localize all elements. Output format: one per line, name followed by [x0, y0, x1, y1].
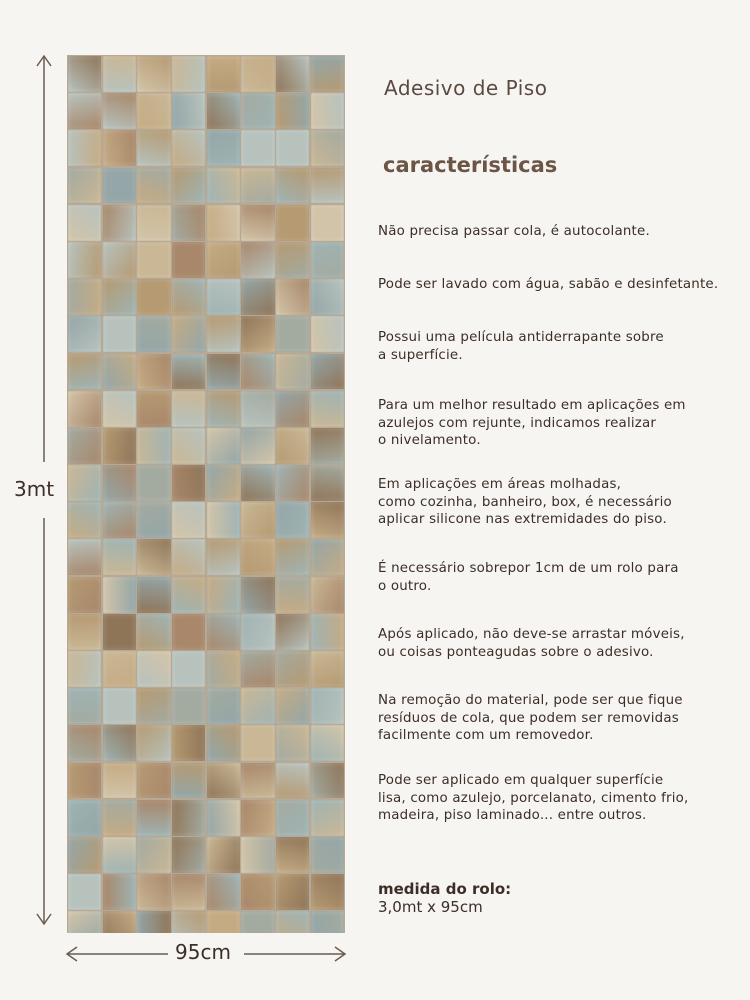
tile	[137, 205, 170, 241]
tile	[172, 874, 205, 910]
tile	[172, 316, 205, 352]
product-title: Adesivo de Piso	[384, 76, 548, 100]
tile	[276, 56, 309, 92]
tile	[68, 539, 101, 575]
tile	[68, 502, 101, 538]
tile	[241, 56, 274, 92]
tile	[276, 763, 309, 799]
feature-item: Após aplicado, não deve-se arrastar móveis, ou coisas ponteagudas sobre o adesivo.	[378, 627, 685, 660]
tile	[207, 725, 240, 761]
tile	[137, 651, 170, 687]
tile	[137, 539, 170, 575]
tile	[241, 242, 274, 278]
tile	[207, 316, 240, 352]
tile	[311, 354, 344, 390]
width-arrow-right-icon	[335, 947, 345, 961]
tile	[241, 614, 274, 650]
tile	[137, 242, 170, 278]
width-arrow-left-icon	[67, 947, 77, 961]
tile	[241, 837, 274, 873]
feature-item: Pode ser lavado com água, sabão e desinfetante.	[378, 277, 719, 292]
tile	[103, 205, 136, 241]
tile	[172, 130, 205, 166]
tile	[137, 279, 170, 315]
tile	[137, 465, 170, 501]
tile	[207, 614, 240, 650]
feature-item: Não precisa passar cola, é autocolante.	[378, 224, 650, 239]
tile	[311, 168, 344, 204]
tile	[68, 874, 101, 910]
tile	[68, 428, 101, 464]
tile	[137, 354, 170, 390]
tile	[241, 539, 274, 575]
tile	[68, 56, 101, 92]
tile	[172, 614, 205, 650]
tile	[241, 502, 274, 538]
tile	[311, 93, 344, 129]
tile	[241, 391, 274, 427]
tile	[103, 56, 136, 92]
tile	[276, 465, 309, 501]
tile	[207, 837, 240, 873]
tile	[207, 465, 240, 501]
tile	[311, 837, 344, 873]
height-arrow-up-icon	[37, 56, 51, 66]
tile	[103, 539, 136, 575]
roll-size-label: medida do rolo:	[378, 880, 512, 898]
tile	[241, 911, 274, 933]
tile	[311, 800, 344, 836]
tile	[207, 130, 240, 166]
tile	[103, 577, 136, 613]
tile	[241, 316, 274, 352]
tile	[207, 577, 240, 613]
tile	[207, 688, 240, 724]
tile	[103, 316, 136, 352]
tile	[276, 539, 309, 575]
tile	[103, 93, 136, 129]
tile	[241, 205, 274, 241]
tile	[276, 614, 309, 650]
tile	[276, 168, 309, 204]
tile	[172, 763, 205, 799]
tile	[137, 391, 170, 427]
tile	[311, 242, 344, 278]
tile	[172, 688, 205, 724]
tile	[137, 56, 170, 92]
tile	[68, 837, 101, 873]
tile	[207, 800, 240, 836]
tile	[241, 725, 274, 761]
tile	[68, 651, 101, 687]
tile	[207, 391, 240, 427]
tile	[241, 874, 274, 910]
tile	[276, 391, 309, 427]
tile	[68, 205, 101, 241]
tile	[241, 168, 274, 204]
height-label: 3mt	[14, 477, 55, 501]
tile	[276, 316, 309, 352]
tile	[172, 502, 205, 538]
tile	[103, 130, 136, 166]
tile	[137, 502, 170, 538]
tile	[103, 428, 136, 464]
tile	[311, 465, 344, 501]
tile	[103, 502, 136, 538]
tile	[311, 279, 344, 315]
tile	[137, 837, 170, 873]
tile	[207, 168, 240, 204]
tile	[68, 93, 101, 129]
feature-item: Em aplicações em áreas molhadas, como cozinha, banheiro, box, é necessário aplicar silicone nas extremidades do piso.	[378, 477, 672, 527]
tile	[207, 539, 240, 575]
tile	[241, 130, 274, 166]
tile	[311, 391, 344, 427]
tile	[68, 168, 101, 204]
tile	[311, 56, 344, 92]
tile	[172, 168, 205, 204]
tile	[68, 465, 101, 501]
tile	[311, 725, 344, 761]
tile	[276, 874, 309, 910]
tile	[311, 577, 344, 613]
tile	[103, 354, 136, 390]
feature-item: É necessário sobrepor 1cm de um rolo para o outro.	[378, 561, 679, 594]
tile	[68, 130, 101, 166]
tile	[68, 614, 101, 650]
tile	[241, 428, 274, 464]
tile	[172, 93, 205, 129]
tile	[137, 130, 170, 166]
tile	[207, 93, 240, 129]
tile	[137, 577, 170, 613]
section-title: características	[383, 153, 558, 177]
tile	[207, 242, 240, 278]
tile	[241, 354, 274, 390]
tile	[103, 911, 136, 933]
tile	[311, 205, 344, 241]
tile	[241, 651, 274, 687]
tile	[241, 577, 274, 613]
tile	[276, 205, 309, 241]
tile	[241, 800, 274, 836]
tile	[241, 688, 274, 724]
tile	[172, 391, 205, 427]
tile	[207, 651, 240, 687]
tile	[276, 279, 309, 315]
tile	[103, 614, 136, 650]
tile	[241, 93, 274, 129]
width-label: 95cm	[175, 940, 231, 964]
tile	[68, 688, 101, 724]
tile	[276, 911, 309, 933]
tile	[103, 465, 136, 501]
tile	[276, 725, 309, 761]
tile	[207, 354, 240, 390]
tile	[311, 316, 344, 352]
tile	[172, 279, 205, 315]
tile	[276, 130, 309, 166]
tile	[311, 763, 344, 799]
tile	[172, 205, 205, 241]
tile	[68, 725, 101, 761]
tile	[311, 502, 344, 538]
tile	[137, 428, 170, 464]
tile	[276, 800, 309, 836]
tile	[172, 725, 205, 761]
tile	[207, 279, 240, 315]
tile	[172, 465, 205, 501]
tile	[207, 428, 240, 464]
tile	[103, 800, 136, 836]
tile	[103, 242, 136, 278]
tile	[68, 911, 101, 933]
tile	[137, 688, 170, 724]
tile	[68, 577, 101, 613]
tile	[207, 502, 240, 538]
tile	[103, 651, 136, 687]
tile	[172, 837, 205, 873]
tile	[276, 577, 309, 613]
tile	[68, 242, 101, 278]
tile	[276, 428, 309, 464]
tile	[241, 279, 274, 315]
tile	[137, 316, 170, 352]
tile	[276, 93, 309, 129]
tile	[172, 539, 205, 575]
height-arrow-down-icon	[37, 914, 51, 924]
tile	[311, 651, 344, 687]
feature-item: Possui uma película antiderrapante sobre a superfície.	[378, 330, 664, 363]
tile	[68, 391, 101, 427]
tile	[137, 874, 170, 910]
tile	[103, 688, 136, 724]
tile	[311, 874, 344, 910]
tile	[68, 354, 101, 390]
tile	[276, 242, 309, 278]
tile	[207, 874, 240, 910]
tile	[103, 837, 136, 873]
tile	[276, 502, 309, 538]
tile	[103, 168, 136, 204]
tile	[311, 614, 344, 650]
floor-tile-sample	[67, 55, 345, 933]
tile	[137, 614, 170, 650]
tile	[276, 837, 309, 873]
roll-size-value: 3,0mt x 95cm	[378, 898, 483, 916]
tile	[311, 688, 344, 724]
tile	[103, 874, 136, 910]
tile	[276, 651, 309, 687]
tile	[311, 130, 344, 166]
feature-item: Na remoção do material, pode ser que fique resíduos de cola, que podem ser removidas facilmente com um removedor.	[378, 693, 683, 743]
tile	[172, 354, 205, 390]
tile	[68, 800, 101, 836]
feature-item: Pode ser aplicado em qualquer superfície lisa, como azulejo, porcelanato, cimento frio, madeira, piso laminado... entre outros.	[378, 773, 689, 823]
tile	[103, 725, 136, 761]
tile	[276, 688, 309, 724]
tile	[241, 763, 274, 799]
tile	[241, 465, 274, 501]
tile	[207, 911, 240, 933]
tile	[207, 56, 240, 92]
tile	[207, 205, 240, 241]
tile	[276, 354, 309, 390]
tile	[137, 93, 170, 129]
tile	[311, 428, 344, 464]
tile	[137, 800, 170, 836]
tile	[172, 242, 205, 278]
tile	[137, 168, 170, 204]
tile	[68, 279, 101, 315]
tile	[172, 800, 205, 836]
tile	[103, 279, 136, 315]
tile	[137, 725, 170, 761]
tile	[103, 391, 136, 427]
tile	[311, 911, 344, 933]
tile	[137, 911, 170, 933]
tile	[172, 577, 205, 613]
tile	[207, 763, 240, 799]
tile	[172, 911, 205, 933]
tile	[172, 428, 205, 464]
tile	[68, 316, 101, 352]
tile	[137, 763, 170, 799]
feature-item: Para um melhor resultado em aplicações em azulejos com rejunte, indicamos realizar o nivelamento.	[378, 398, 686, 448]
tile	[311, 539, 344, 575]
tile	[172, 651, 205, 687]
tile	[68, 763, 101, 799]
tile	[103, 763, 136, 799]
tile	[172, 56, 205, 92]
